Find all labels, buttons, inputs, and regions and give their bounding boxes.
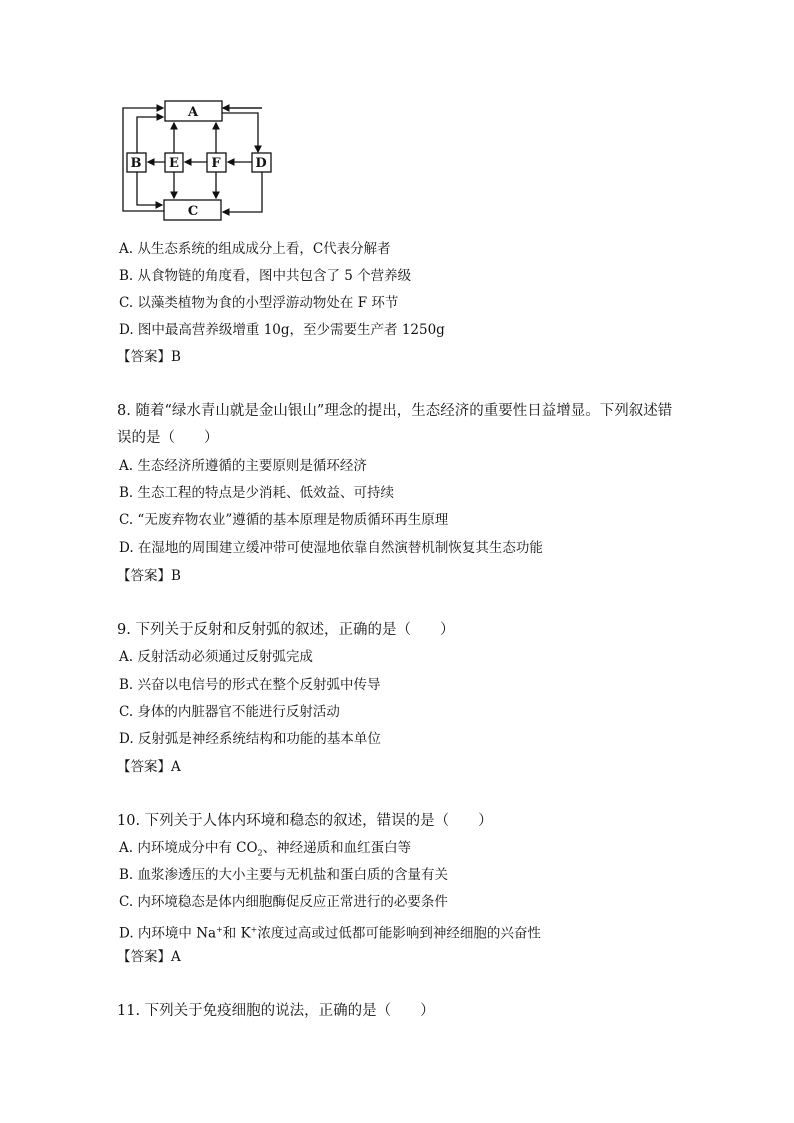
q10-option-d-part1: D. 内环境中 Na bbox=[119, 925, 217, 942]
q11-stem: 11. 下列关于免疫细胞的说法，正确的是（ ） bbox=[117, 1003, 435, 1019]
node-a: A bbox=[187, 105, 199, 120]
superscript: + bbox=[250, 925, 258, 934]
q7-option-a: A. 从生态系统的组成成分上看，C代表分解者 bbox=[119, 241, 391, 257]
q9-answer: 【答案】A bbox=[117, 759, 181, 775]
node-d: D bbox=[255, 156, 267, 171]
node-b: B bbox=[130, 156, 142, 171]
q10-option-c: C. 内环境稳态是体内细胞酶促反应正常进行的必要条件 bbox=[119, 894, 448, 910]
q8-option-a: A. 生态经济所遵循的主要原则是循环经济 bbox=[119, 458, 367, 474]
q10-option-d-part2: 和 K bbox=[222, 925, 251, 942]
q7-answer: 【答案】B bbox=[117, 349, 181, 365]
q7-option-b: B. 从食物链的角度看，图中共包含了 5 个营养级 bbox=[119, 268, 412, 284]
q10-stem: 10. 下列关于人体内环境和稳态的叙述，错误的是（ ） bbox=[117, 813, 493, 829]
q9-option-d: D. 反射弧是神经系统结构和功能的基本单位 bbox=[119, 731, 381, 747]
q8-option-d: D. 在湿地的周围建立缓冲带可使湿地依靠自然演替机制恢复其生态功能 bbox=[119, 540, 543, 556]
q8-option-b: B. 生态工程的特点是少消耗、低效益、可持续 bbox=[119, 485, 395, 501]
q9-option-c: C. 身体的内脏器官不能进行反射活动 bbox=[119, 704, 340, 720]
q7-option-d: D. 图中最高营养级增重 10g，至少需要生产者 1250g bbox=[119, 322, 445, 338]
q10-answer: 【答案】A bbox=[117, 949, 181, 965]
q10-option-a-post: 、神经递质和血红蛋白等 bbox=[262, 840, 412, 856]
q10-option-d bbox=[119, 921, 541, 943]
food-web-diagram bbox=[118, 96, 278, 226]
q7-option-c: C. 以藻类植物为食的小型浮游动物处在 F 环节 bbox=[119, 295, 399, 311]
node-c: C bbox=[187, 204, 199, 219]
q9-option-b: B. 兴奋以电信号的形式在整个反射弧中传导 bbox=[119, 677, 381, 693]
q9-stem: 9. 下列关于反射和反射弧的叙述，正确的是（ ） bbox=[117, 622, 455, 638]
q10-option-a-pre: A. 内环境成分中有 CO bbox=[119, 840, 258, 856]
node-e: E bbox=[169, 156, 179, 171]
q8-stem-line2: 误的是（ ） bbox=[117, 430, 219, 446]
q10-option-a bbox=[119, 839, 411, 863]
q8-stem-line1: 8. 随着“绿水青山就是金山银山”理念的提出，生态经济的重要性日益增显。下列叙述错 bbox=[117, 403, 673, 419]
q9-option-a: A. 反射活动必须通过反射弧完成 bbox=[119, 649, 313, 665]
q8-answer: 【答案】B bbox=[117, 568, 181, 584]
q10-option-b: B. 血浆渗透压的大小主要与无机盐和蛋白质的含量有关 bbox=[119, 867, 449, 883]
q10-option-d-part3: 浓度过高或过低都可能影响到神经细胞的兴奋性 bbox=[257, 925, 541, 942]
q8-option-c: C. “无废弃物农业”遵循的基本原理是物质循环再生原理 bbox=[119, 512, 449, 528]
subscript: 2 bbox=[257, 848, 263, 858]
node-f: F bbox=[211, 156, 221, 171]
superscript: + bbox=[216, 925, 223, 934]
